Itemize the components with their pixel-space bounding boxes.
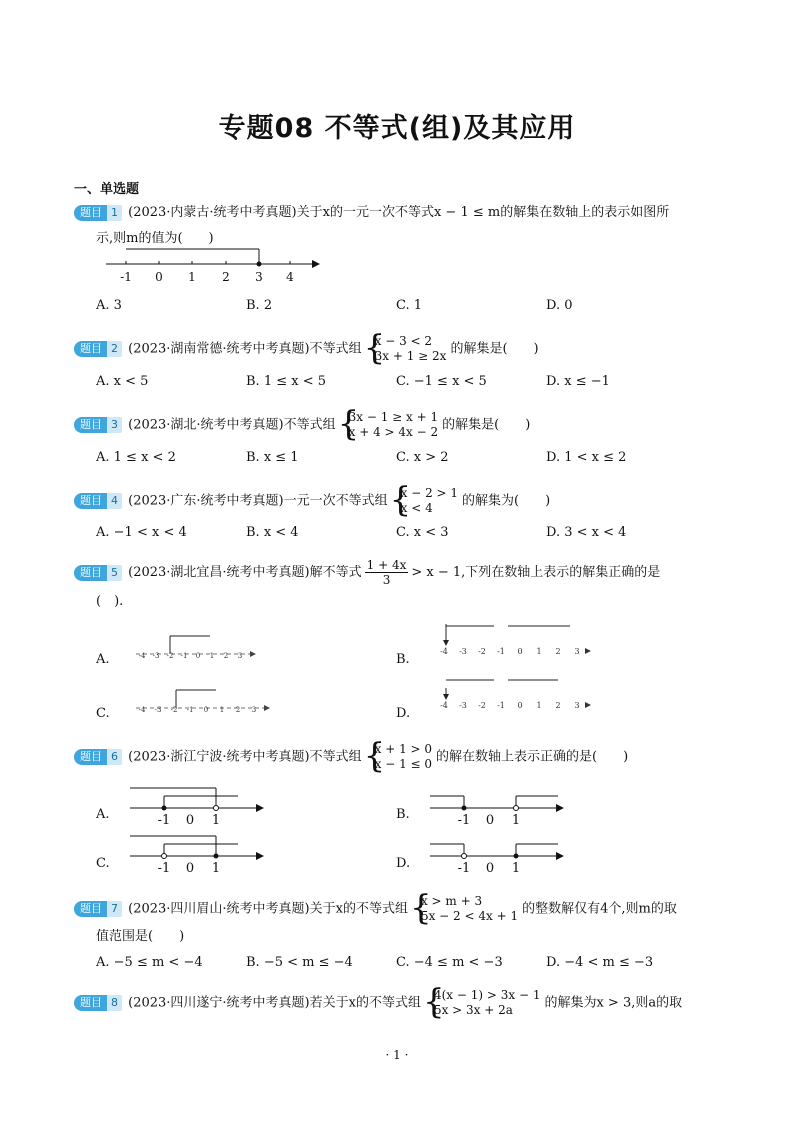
inequality-system: { x − 3 < 2 3x + 1 ≥ 2x [366,334,447,364]
tick-label: 2 [555,701,561,710]
question-stem: (2023·广东·统考中考真题)一元一次不等式组 [128,493,388,509]
tick-label: 3 [574,701,580,710]
tick-label: 0 [485,861,495,874]
tick-label: -4 [440,647,448,656]
option-c-letter[interactable]: C. [96,856,110,871]
question-7 [74,894,724,950]
question-5 [74,558,724,615]
tick-label: -1 [497,647,505,656]
tick-label: -1 [457,861,471,874]
tick-label: 4 [286,270,294,284]
option-b[interactable]: B. x ≤ 1 [246,450,299,465]
question-badge: 题目 4 [74,493,122,509]
question-stem-end: 的解在数轴上表示正确的是( ) [436,749,629,765]
tick-label: 0 [185,813,195,826]
closed-point [162,806,167,811]
question-stem-end: 的整数解仅有4个,则m的取 [522,901,677,917]
inequality-system: { 3x − 1 ≥ x + 1 x + 4 > 4x − 2 [340,410,439,440]
tick-label: 1 [209,652,215,660]
number-line-option-c[interactable] [130,682,270,718]
question-badge: 题目 1 [74,205,122,221]
tick-label: 1 [511,861,521,874]
open-point [514,806,519,811]
option-c[interactable]: C. x > 2 [396,450,449,465]
tick-label: 0 [517,647,523,656]
tick-label: -1 [157,813,171,826]
tick-label: 2 [223,652,229,660]
option-d[interactable]: D. x ≤ −1 [546,374,610,389]
option-c[interactable]: C. −4 ≤ m < −3 [396,955,503,970]
tick-label: -4 [440,701,448,710]
option-a[interactable]: A. −5 ≤ m < −4 [96,955,203,970]
closed-point [462,806,467,811]
tick-label: 2 [555,647,561,656]
axis-arrow [556,852,564,860]
number-line-option-a[interactable] [128,784,268,826]
tick-label: 3 [237,652,243,660]
tick-label: -1 [157,861,171,874]
option-d-letter[interactable]: D. [396,856,411,871]
axis-arrow [256,852,264,860]
option-c[interactable]: C. −1 ≤ x < 5 [396,374,487,389]
tick-label: 2 [222,270,230,284]
axis-arrow [556,804,564,812]
option-c[interactable]: C. 1 [396,298,423,313]
option-b[interactable]: B. x < 4 [246,525,299,540]
question-badge: 题目 8 [74,995,122,1011]
question-stem: (2023·四川遂宁·统考中考真题)若关于x的不等式组 [128,995,421,1011]
option-a-letter[interactable]: A. [96,652,110,667]
solution-arrow [443,640,449,646]
question-stem-cont: 值范围是( ) [96,929,185,944]
axis-arrow [256,804,264,812]
axis-arrow [264,705,270,711]
tick-label: -1 [186,706,194,714]
option-d[interactable]: D. 1 < x ≤ 2 [546,450,627,465]
number-line-option-d[interactable] [434,674,594,718]
question-badge: 题目 5 [74,565,122,581]
option-c-letter[interactable]: C. [96,706,110,721]
solution-arrow [443,694,449,700]
number-line-option-d[interactable] [428,832,568,874]
option-b[interactable]: B. −5 < m ≤ −4 [246,955,353,970]
inequality-system: { x − 2 > 1 x < 4 [392,486,458,516]
question-stem-end: 的解集为( ) [462,493,551,509]
tick-label: -2 [478,647,486,656]
tick-label: 0 [203,706,209,714]
tick-label: -3 [154,706,162,714]
number-line-option-b[interactable] [434,620,594,664]
open-point [162,854,167,859]
section-heading: 一、单选题 [74,182,140,197]
number-line-option-c[interactable] [128,832,268,874]
question-stem: (2023·湖北·统考中考真题)不等式组 [128,417,336,433]
question-stem: (2023·内蒙古·统考中考真题)关于x的一元一次不等式x − 1 ≤ m的解集在数轴上的表示如图所 [128,205,670,220]
number-line-option-b[interactable] [428,784,568,826]
option-d[interactable]: D. 3 < x < 4 [546,525,627,540]
number-line-option-a[interactable] [130,628,260,664]
question-8 [74,988,734,1018]
tick-label: -3 [152,652,160,660]
inequality-system: { x + 1 > 0 x − 1 ≤ 0 [366,742,432,772]
question-stem-end: 的解集是( ) [442,417,531,433]
tick-label: -1 [497,701,505,710]
tick-label: -2 [166,652,174,660]
option-b-letter[interactable]: B. [396,652,410,667]
tick-label: 1 [536,701,542,710]
question-stem-cont: 示,则m的值为( ) [96,231,214,246]
question-stem: (2023·四川眉山·统考中考真题)关于x的不等式组 [128,901,408,917]
closed-point [514,854,519,859]
tick-label: 3 [251,706,257,714]
tick-label: 1 [219,706,225,714]
closed-point [214,854,219,859]
page-title: 专题08 不等式(组)及其应用 [218,113,576,144]
option-b-letter[interactable]: B. [396,807,410,822]
question-stem-end: > x − 1,下列在数轴上表示的解集正确的是 [411,565,661,580]
inequality-system: { 4(x − 1) > 3x − 1 5x > 3x + 2a [425,988,541,1018]
question-3 [74,410,724,440]
open-point [214,806,219,811]
question-4 [74,486,724,516]
question-stem: (2023·浙江宁波·统考中考真题)不等式组 [128,749,362,765]
axis-arrow [585,702,591,708]
option-d[interactable]: D. 0 [546,298,573,313]
question-badge: 题目 6 [74,749,122,765]
tick-label: -4 [138,652,146,660]
option-b[interactable]: B. 2 [246,298,273,313]
question-stem-cont: ( ). [96,594,124,609]
tick-label: 1 [211,861,221,874]
tick-label: -3 [459,701,467,710]
question-stem: (2023·湖南常德·统考中考真题)不等式组 [128,341,362,357]
tick-label: -1 [180,652,188,660]
option-a[interactable]: A. x < 5 [96,374,149,389]
option-d[interactable]: D. −4 < m ≤ −3 [546,955,654,970]
tick-label: -1 [120,270,132,284]
question-2 [74,334,724,364]
tick-label: 2 [235,706,241,714]
option-a[interactable]: A. 3 [96,298,122,313]
tick-label: -2 [478,701,486,710]
tick-label: 1 [211,813,221,826]
tick-label: 0 [185,861,195,874]
question-badge: 题目 3 [74,417,122,433]
inequality-system: { x > m + 3 5x − 2 < 4x + 1 [412,894,518,924]
tick-label: 0 [155,270,163,284]
axis-arrow [585,648,591,654]
option-c[interactable]: C. x < 3 [396,525,449,540]
tick-label: -1 [457,813,471,826]
tick-label: 1 [511,813,521,826]
question-badge: 题目 2 [74,341,122,357]
tick-label: 0 [485,813,495,826]
tick-label: -3 [459,647,467,656]
tick-label: 3 [255,270,263,284]
tick-label: 3 [574,647,580,656]
axis-arrow [250,651,256,657]
tick-label: -4 [138,706,146,714]
question-stem-end: 的解集是( ) [450,341,539,357]
option-d-letter[interactable]: D. [396,706,411,721]
question-stem-end: 的解集为x > 3,则a的取 [544,995,683,1011]
tick-label: 1 [188,270,196,284]
option-b[interactable]: B. 1 ≤ x < 5 [246,374,327,389]
open-point [462,854,467,859]
page-number: · 1 · [385,1048,409,1062]
number-line-figure [104,244,324,286]
question-stem: (2023·湖北宜昌·统考中考真题)解不等式 [128,565,362,580]
option-a[interactable]: A. 1 ≤ x < 2 [96,450,176,465]
tick-label: -2 [170,706,178,714]
option-a-letter[interactable]: A. [96,807,110,822]
question-badge: 题目 7 [74,901,122,917]
tick-label: 0 [517,701,523,710]
fraction: $\frac{1 + 4x}{3}$ [366,558,407,587]
tick-label: 0 [195,652,201,660]
question-6 [74,742,724,772]
option-a[interactable]: A. −1 < x < 4 [96,525,187,540]
tick-label: 1 [536,647,542,656]
